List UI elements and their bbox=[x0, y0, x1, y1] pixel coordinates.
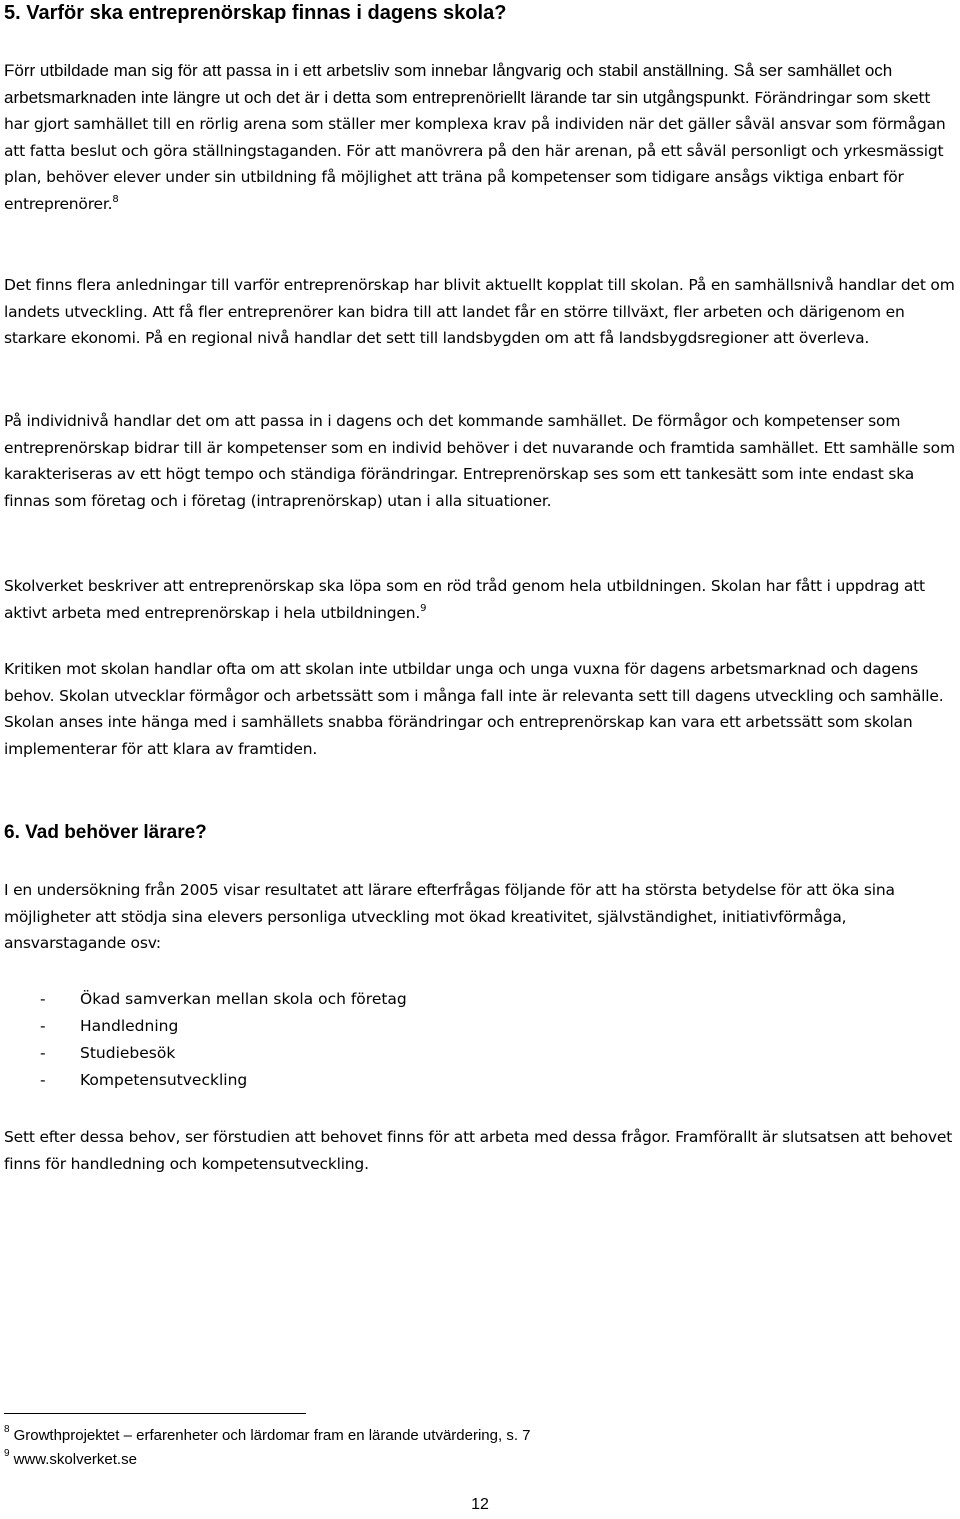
section-5-paragraph-5: Kritiken mot skolan handlar ofta om att skolan inte utbildar unga och unga vuxna för dagens arbetsmarknad och dagens behov. Skolan utvecklar förmågor och arbetssätt som i många fall inte är relevanta sett till dagens utveckling och samhälle. Skolan anses inte hänga med i samhällets snabba förändringar och entreprenörskap kan vara ett arbetssätt som skolan implementerar för att klara av framtiden. bbox=[4, 660, 944, 758]
footnote-8 bbox=[4, 1426, 531, 1446]
section-5-paragraph-1 bbox=[4, 58, 956, 218]
section-5-heading: 5. Varför ska entreprenörskap finnas i dagens skola? bbox=[4, 2, 507, 24]
list-item bbox=[40, 1067, 407, 1094]
list-item-text: Handledning bbox=[80, 1017, 179, 1035]
footnote-text: Growthprojektet – erfarenheter och lärdomar fram en lärande utvärdering, s. 7 bbox=[13, 1427, 531, 1444]
section-6-paragraph-1: I en undersökning från 2005 visar resultatet att lärare efterfrågas följande för att ha största betydelse för att öka sina möjligheter att stödja sina elevers personliga utveckling mot ökad kreativitet, självständighet, initiativförmåga, ansvarstagande osv: bbox=[4, 881, 895, 953]
paragraph-1-opening: Förr utbildade man sig för att passa in i ett arbetsliv som innebar långvarig och stabil anställning. Så ser samhället och arbetsmarknaden inte längre ut och det är i detta som entreprenöriellt lärande tar sin utgångspunkt. bbox=[4, 61, 893, 107]
section-5-paragraph-3: På individnivå handlar det om att passa in i dagens och det kommande samhället. De förmågor och kompetenser som entreprenörskap bidrar till är kompetenser som en individ behöver i det nuvarande och framtida samhället. Ett samhälle som karakteriseras av ett högt tempo och ständiga förändringar. Entreprenörskap ses som ett tankesätt som inte endast ska finnas som företag och i företag (intraprenörskap) utan i alla situationer. bbox=[4, 412, 955, 510]
page-number: 12 bbox=[471, 1496, 489, 1513]
bullet-marker: - bbox=[40, 1071, 46, 1089]
list-item bbox=[40, 986, 407, 1013]
list-item bbox=[40, 1013, 407, 1040]
section-6-paragraph-2: Sett efter dessa behov, ser förstudien att behovet finns för att arbeta med dessa frågor. Framförallt är slutsatsen att behovet finns för handledning och kompetensutveckling. bbox=[4, 1128, 953, 1173]
section-5-paragraph-4 bbox=[4, 573, 956, 626]
section-6-heading: 6. Vad behöver lärare? bbox=[4, 822, 207, 843]
list-item-text: Studiebesök bbox=[80, 1044, 176, 1062]
footnote-ref-8[interactable]: 8 bbox=[112, 193, 119, 205]
bullet-marker: - bbox=[40, 1044, 46, 1062]
list-item-text: Ökad samverkan mellan skola och företag bbox=[80, 990, 407, 1008]
paragraph-4-body: Skolverket beskriver att entreprenörskap ska löpa som en röd tråd genom hela utbildningen. Skolan har fått i uppdrag att aktivt arbeta med entreprenörskap i hela utbildningen. bbox=[4, 577, 925, 622]
bullet-marker: - bbox=[40, 1017, 46, 1035]
list-item-text: Kompetensutveckling bbox=[80, 1071, 248, 1089]
footnote-number: 8 bbox=[4, 1424, 10, 1435]
paragraph-1-body: Förändringar som skett har gjort samhället till en rörlig arena som ställer mer komplexa krav på individen när det gäller såväl ansvar som förmågan att fatta beslut och göra ställningstaganden. För att manövrera på den här arenan, på ett såväl personligt och yrkesmässigt plan, behöver elever under sin utbildning få möjlighet att träna på kompetenser som tidigare ansågs viktiga enbart för entreprenörer. bbox=[4, 88, 946, 213]
footnote-divider bbox=[4, 1413, 306, 1414]
section-5-paragraph-2: Det finns flera anledningar till varför entreprenörskap har blivit aktuellt kopplat till skolan. På en samhällsnivå handlar det om landets utveckling. Att få fler entreprenörer kan bidra till att landet får en större tillväxt, fler arbeten och därigenom en starkare ekonomi. På en regional nivå handlar det sett till landsbygden om att få landsbygdsregioner att överleva. bbox=[4, 276, 955, 348]
list-item bbox=[40, 1040, 407, 1067]
footnote-text[interactable]: www.skolverket.se bbox=[13, 1451, 137, 1468]
footnote-ref-9[interactable]: 9 bbox=[420, 602, 427, 614]
needs-list bbox=[40, 986, 407, 1094]
bullet-marker: - bbox=[40, 990, 46, 1008]
footnote-number: 9 bbox=[4, 1448, 10, 1459]
footnote-9 bbox=[4, 1450, 137, 1470]
